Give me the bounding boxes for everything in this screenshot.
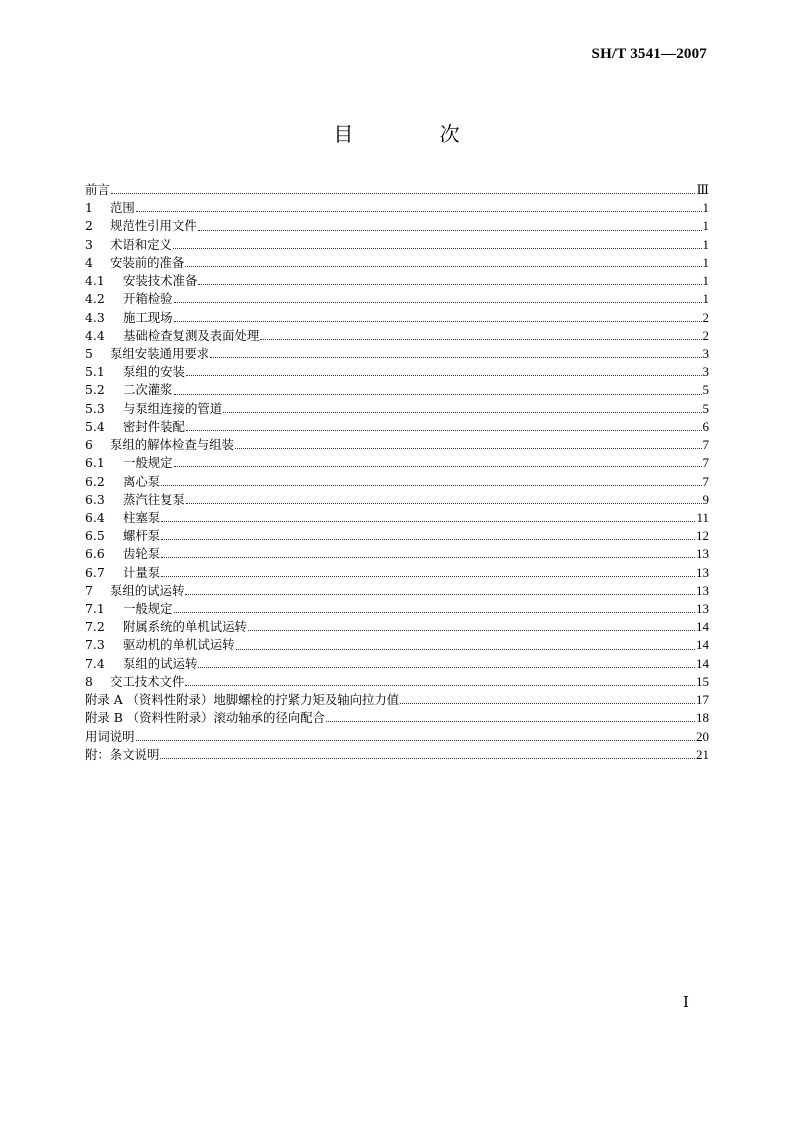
toc-entry-label: 蒸汽往复泵 xyxy=(123,491,185,507)
dot-leader xyxy=(198,283,701,285)
dot-leader xyxy=(185,265,701,267)
toc-entry-number: 6 xyxy=(85,437,93,453)
dot-leader xyxy=(236,648,695,650)
toc-entry[interactable] xyxy=(85,618,709,636)
standard-code: SH/T 3541—2007 xyxy=(591,46,707,62)
toc-entry-page: 17 xyxy=(696,692,709,708)
toc-entry[interactable] xyxy=(85,436,709,454)
toc-entry-number: 7.4 xyxy=(85,655,105,671)
toc-entry-label: 泵组安装通用要求 xyxy=(110,345,210,361)
toc-entry[interactable] xyxy=(85,236,709,254)
toc-entry[interactable] xyxy=(85,728,709,746)
toc-entry-label: 螺杆泵 xyxy=(123,528,161,544)
toc-entry[interactable] xyxy=(85,272,709,290)
dot-leader xyxy=(174,320,702,322)
toc-entry-page: 15 xyxy=(696,673,709,689)
dot-leader xyxy=(174,611,695,613)
toc-entry-number: 6.3 xyxy=(85,491,105,507)
toc-entry[interactable] xyxy=(85,217,709,235)
toc-entry-label: 规范性引用文件 xyxy=(110,218,197,234)
toc-entry-number: 7 xyxy=(85,582,93,598)
toc-entry-page: 18 xyxy=(696,710,709,726)
toc-entry-page: 2 xyxy=(702,309,709,325)
toc-entry-label: 齿轮泵 xyxy=(123,546,161,562)
toc-entry[interactable] xyxy=(85,454,709,472)
toc-entry-number: 6.5 xyxy=(85,528,105,544)
toc-entry-label: 泵组的解体检查与组装 xyxy=(110,437,234,453)
toc-entry-label: 离心泵 xyxy=(123,473,161,489)
dot-leader xyxy=(186,502,702,504)
toc-entry-label: 用词说明 xyxy=(85,728,135,744)
toc-entry[interactable] xyxy=(85,655,709,673)
toc-entry-label: 术语和定义 xyxy=(110,236,172,252)
toc-entry[interactable] xyxy=(85,709,709,727)
toc-entry-page: 9 xyxy=(702,491,709,507)
toc-entry-page: 1 xyxy=(702,291,709,307)
toc-entry[interactable] xyxy=(85,400,709,418)
toc-entry-label: 交工技术文件 xyxy=(110,673,185,689)
dot-leader xyxy=(235,447,702,449)
toc-entry-number: 5.4 xyxy=(85,418,105,434)
dot-leader xyxy=(223,411,701,413)
toc-entry-label: 一般规定 xyxy=(123,455,173,471)
toc-entry-page: 6 xyxy=(702,418,709,434)
toc-entry-page: 14 xyxy=(696,655,709,671)
toc-entry-label: 泵组的安装 xyxy=(123,364,185,380)
toc-entry-label: 泵组的试运转 xyxy=(123,655,198,671)
toc-entry-label: 附：条文说明 xyxy=(85,746,160,762)
toc-entry-number: 4.4 xyxy=(85,327,105,343)
toc-entry-page: 1 xyxy=(702,236,709,252)
toc-entry-page: 14 xyxy=(696,619,709,635)
toc-entry-page: 13 xyxy=(696,546,709,562)
toc-entry[interactable] xyxy=(85,564,709,582)
toc-entry[interactable] xyxy=(85,327,709,345)
toc-entry-page: 5 xyxy=(702,382,709,398)
toc-entry[interactable] xyxy=(85,345,709,363)
toc-entry-page: 5 xyxy=(702,400,709,416)
toc-entry-label: 施工现场 xyxy=(123,309,173,325)
toc-entry[interactable] xyxy=(85,418,709,436)
toc-entry-label: 一般规定 xyxy=(123,601,173,617)
dot-leader xyxy=(185,593,695,595)
toc-entry-number: 4 xyxy=(85,254,93,270)
toc-entry-page: 11 xyxy=(696,509,709,525)
dot-leader xyxy=(136,739,695,741)
toc-entry[interactable] xyxy=(85,545,709,563)
toc-entry[interactable] xyxy=(85,582,709,600)
dot-leader xyxy=(174,301,702,303)
toc-entry-label: 开箱检验 xyxy=(123,291,173,307)
toc-entry-page: 20 xyxy=(696,728,709,744)
dot-leader xyxy=(111,192,696,194)
toc-entry-number: 7.2 xyxy=(85,619,105,635)
page-number: Ⅰ xyxy=(683,995,689,1011)
toc-entry-page: 1 xyxy=(702,254,709,270)
toc-entry-label: 二次灌浆 xyxy=(123,382,173,398)
toc-entry[interactable] xyxy=(85,527,709,545)
toc-entry[interactable] xyxy=(85,636,709,654)
dot-leader xyxy=(186,374,702,376)
toc-entry-page: Ⅲ xyxy=(696,182,709,197)
toc-entry[interactable] xyxy=(85,746,709,764)
toc-entry-label: 密封件装配 xyxy=(123,418,185,434)
toc-entry-label: 计量泵 xyxy=(123,564,161,580)
toc-entry[interactable] xyxy=(85,290,709,308)
toc-entry-number: 6.1 xyxy=(85,455,105,471)
table-of-contents xyxy=(85,181,709,764)
dot-leader xyxy=(161,538,695,540)
toc-entry-number: 6.4 xyxy=(85,509,105,525)
toc-entry-number: 7.1 xyxy=(85,601,105,617)
toc-entry-page: 3 xyxy=(702,345,709,361)
dot-leader xyxy=(160,757,695,759)
dot-leader xyxy=(198,666,695,668)
toc-entry-page: 7 xyxy=(702,437,709,453)
toc-entry-number: 2 xyxy=(85,218,93,234)
toc-entry-label: 安装前的准备 xyxy=(110,254,185,270)
dot-leader xyxy=(161,484,701,486)
toc-entry-number: 4.1 xyxy=(85,273,105,289)
toc-entry[interactable] xyxy=(85,691,709,709)
toc-entry-page: 1 xyxy=(702,218,709,234)
toc-entry-label: 范围 xyxy=(110,200,135,216)
toc-entry[interactable] xyxy=(85,600,709,618)
toc-entry-page: 7 xyxy=(702,473,709,489)
toc-entry-page: 13 xyxy=(696,582,709,598)
toc-entry-page: 13 xyxy=(696,601,709,617)
toc-entry[interactable] xyxy=(85,254,709,272)
toc-entry[interactable] xyxy=(85,473,709,491)
toc-entry-page: 1 xyxy=(702,273,709,289)
toc-entry[interactable] xyxy=(85,491,709,509)
toc-entry-number: 4.2 xyxy=(85,291,105,307)
toc-entry-number: 7.3 xyxy=(85,637,105,653)
dot-leader xyxy=(161,575,695,577)
toc-entry[interactable] xyxy=(85,199,709,217)
toc-entry-page: 7 xyxy=(702,455,709,471)
toc-entry-label: 附录 A （资料性附录）地脚螺栓的拧紧力矩及轴向拉力值 xyxy=(85,692,400,708)
toc-entry-label: 基础检查复测及表面处理 xyxy=(123,327,260,343)
toc-entry[interactable] xyxy=(85,363,709,381)
toc-entry[interactable] xyxy=(85,309,709,327)
dot-leader xyxy=(400,702,695,704)
toc-entry[interactable] xyxy=(85,181,709,199)
dot-leader xyxy=(161,556,695,558)
dot-leader xyxy=(173,247,702,249)
toc-entry-number: 5.2 xyxy=(85,382,105,398)
dot-leader xyxy=(260,338,701,340)
dot-leader xyxy=(248,629,695,631)
toc-entry-page: 14 xyxy=(696,637,709,653)
toc-entry-label: 安装技术准备 xyxy=(123,273,198,289)
toc-entry-label: 附录 B （资料性附录）滚动轴承的径向配合 xyxy=(85,710,326,726)
dot-leader xyxy=(136,210,702,212)
dot-leader xyxy=(174,393,702,395)
toc-entry-page: 1 xyxy=(702,200,709,216)
toc-entry-number: 5.1 xyxy=(85,364,105,380)
toc-entry-label: 柱塞泵 xyxy=(123,509,161,525)
dot-leader xyxy=(186,429,702,431)
toc-entry-number: 4.3 xyxy=(85,309,105,325)
toc-entry-page: 2 xyxy=(702,327,709,343)
toc-entry[interactable] xyxy=(85,509,709,527)
dot-leader xyxy=(174,465,702,467)
toc-entry[interactable] xyxy=(85,673,709,691)
toc-entry-number: 6.2 xyxy=(85,473,105,489)
toc-entry[interactable] xyxy=(85,381,709,399)
toc-entry-page: 3 xyxy=(702,364,709,380)
dot-leader xyxy=(326,720,695,722)
toc-entry-number: 3 xyxy=(85,236,93,252)
toc-entry-label: 泵组的试运转 xyxy=(110,582,185,598)
toc-entry-number: 6.6 xyxy=(85,546,105,562)
toc-entry-number: 5.3 xyxy=(85,400,105,416)
toc-entry-label: 前言 xyxy=(85,182,110,197)
dot-leader xyxy=(198,229,702,231)
toc-entry-page: 13 xyxy=(696,564,709,580)
toc-entry-number: 6.7 xyxy=(85,564,105,580)
toc-entry-page: 21 xyxy=(696,746,709,762)
dot-leader xyxy=(161,520,695,522)
toc-entry-label: 与泵组连接的管道 xyxy=(123,400,223,416)
toc-entry-label: 附属系统的单机试运转 xyxy=(123,619,247,635)
page-title: 目 次 xyxy=(333,122,500,146)
toc-entry-label: 驱动机的单机试运转 xyxy=(123,637,235,653)
toc-entry-number: 8 xyxy=(85,673,93,689)
dot-leader xyxy=(185,684,695,686)
dot-leader xyxy=(210,356,701,358)
toc-entry-page: 12 xyxy=(696,528,709,544)
toc-entry-number: 5 xyxy=(85,345,93,361)
toc-entry-number: 1 xyxy=(85,200,93,216)
